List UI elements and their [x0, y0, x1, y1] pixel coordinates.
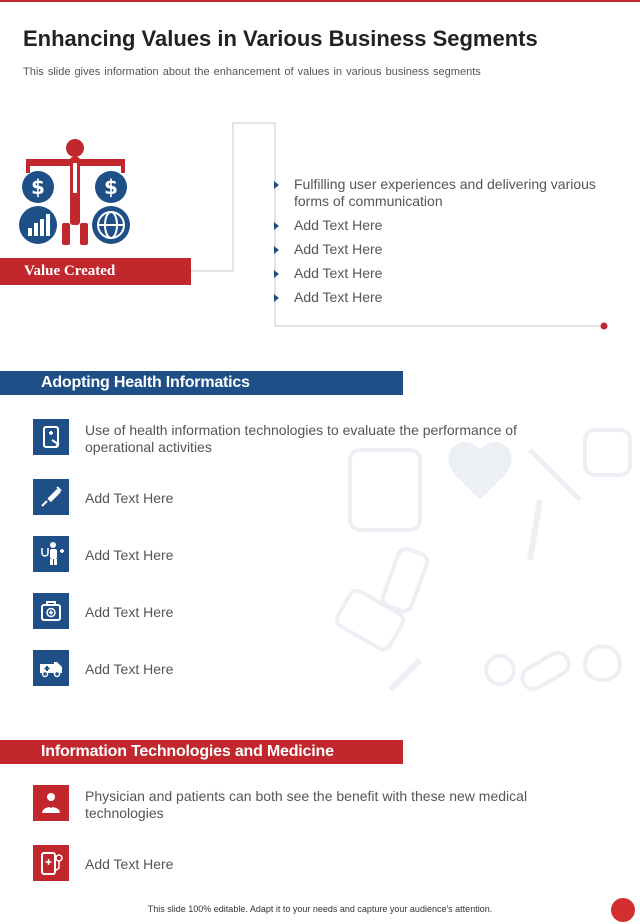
list-item: Add Text Here — [272, 265, 612, 282]
bullet-arrow-icon — [274, 222, 279, 230]
health-item-text: Add Text Here — [85, 604, 174, 620]
first-aid-kit-icon — [33, 593, 69, 629]
bullet-arrow-icon — [274, 181, 279, 189]
it-medicine-item-text: Physician and patients can both see the benefit with these new medical technologies — [85, 788, 528, 821]
section-heading: Adopting Health Informatics — [41, 374, 250, 391]
bullet-arrow-icon — [274, 294, 279, 302]
svg-text:$: $ — [31, 175, 45, 199]
it-medicine-item — [33, 785, 593, 823]
corner-decoration — [611, 898, 635, 922]
health-item-text: Use of health information technologies to evaluate the performance of operational activities — [85, 422, 517, 455]
tablet-health-icon — [33, 419, 69, 455]
it-medicine-header — [0, 740, 403, 764]
footer-note: This slide 100% editable. Adapt it to your needs and capture your audience's attention. — [147, 904, 493, 914]
health-item-text: Add Text Here — [85, 547, 174, 563]
list-item: Add Text Here — [272, 241, 612, 258]
top-accent-line — [0, 0, 640, 2]
page-subtitle: This slide gives information about the enhancement of values in various business segments — [23, 66, 481, 78]
value-created-list — [272, 176, 612, 313]
health-item — [33, 419, 593, 457]
doctor-stethoscope-icon — [33, 536, 69, 572]
health-item-text: Add Text Here — [85, 661, 174, 677]
health-item — [33, 650, 593, 688]
syringe-icon — [33, 479, 69, 515]
value-created-label: Value Created — [24, 263, 116, 279]
health-item-text: Add Text Here — [85, 490, 174, 506]
physician-icon — [33, 785, 69, 821]
page-title: Enhancing Values in Various Business Segments — [23, 26, 538, 51]
bullet-arrow-icon — [274, 270, 279, 278]
it-medicine-item — [33, 845, 593, 883]
section-heading: Information Technologies and Medicine — [41, 743, 334, 760]
value-created-banner — [0, 258, 191, 285]
it-medicine-item-text: Add Text Here — [85, 856, 174, 872]
bullet-arrow-icon — [274, 246, 279, 254]
health-item — [33, 536, 593, 574]
list-item: Add Text Here — [272, 289, 612, 306]
health-item — [33, 593, 593, 631]
health-item — [33, 479, 593, 517]
mobile-health-icon — [33, 845, 69, 881]
value-scale-icon — [18, 135, 133, 250]
list-item: Add Text Here — [272, 217, 612, 234]
health-informatics-header — [0, 371, 403, 395]
ambulance-icon — [33, 650, 69, 686]
svg-text:$: $ — [104, 175, 118, 199]
list-item: Fulfilling user experiences and delivering various forms of communication — [272, 176, 612, 210]
